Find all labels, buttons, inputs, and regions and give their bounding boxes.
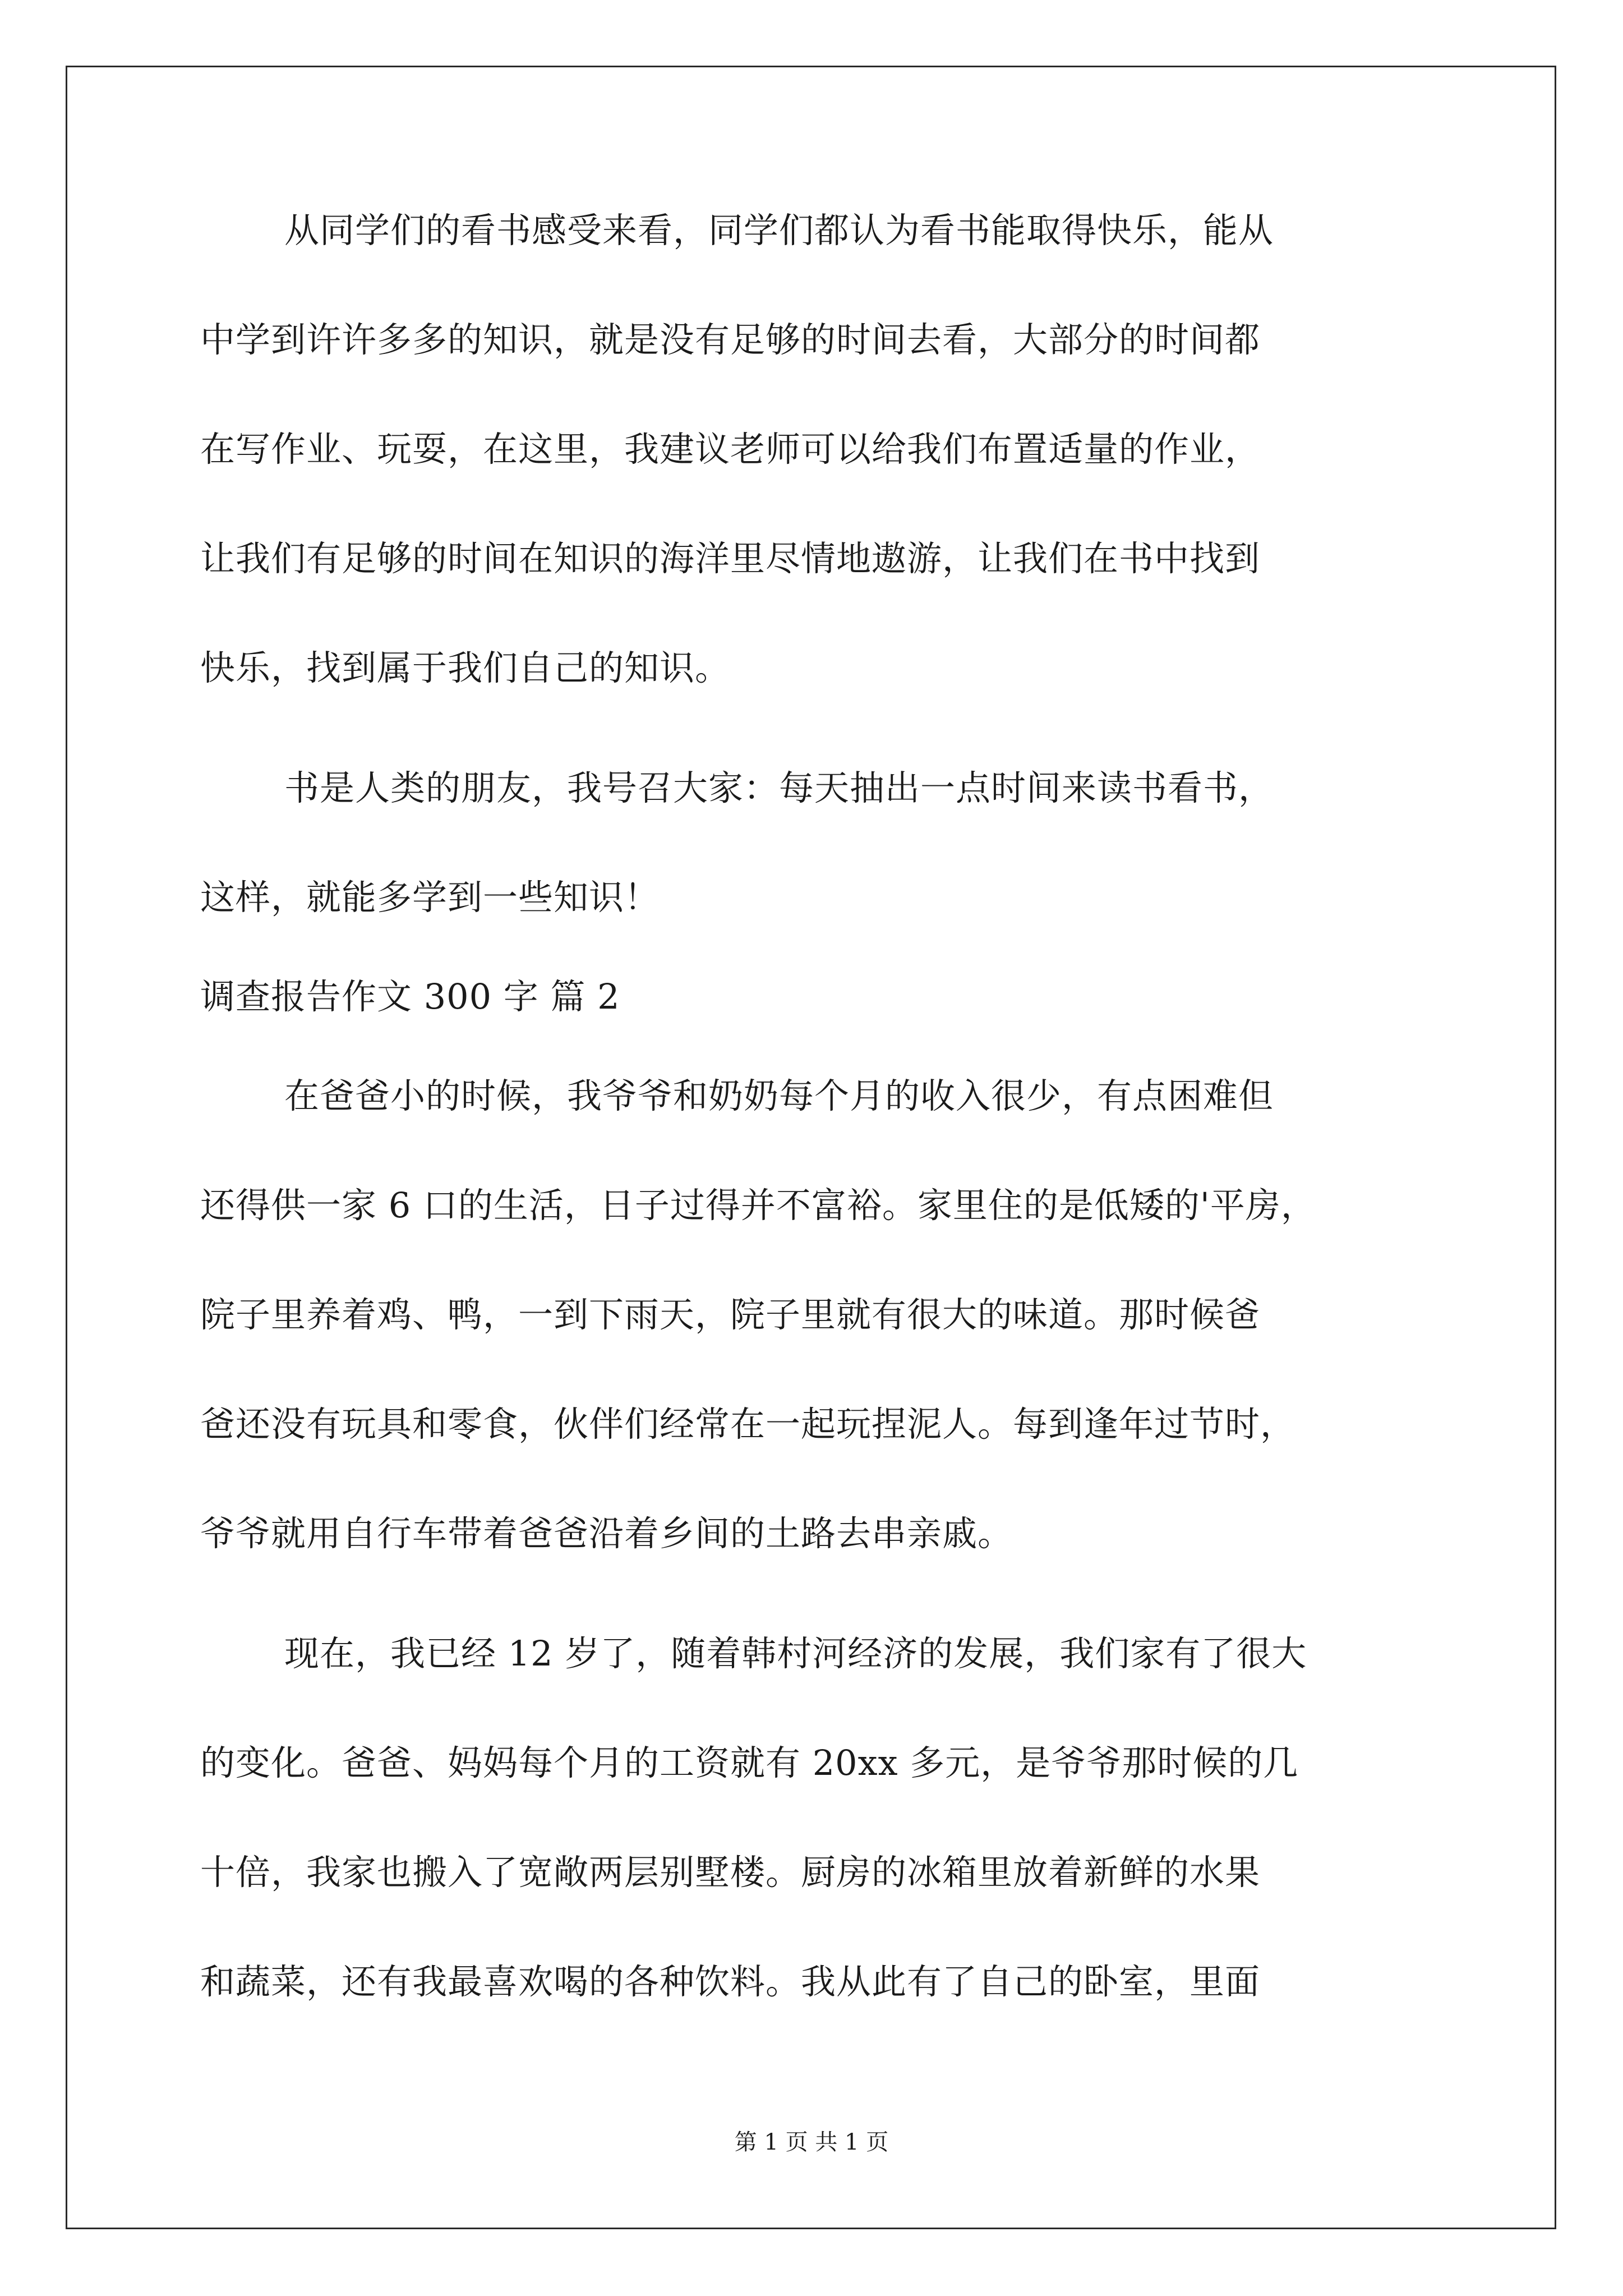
paragraph-3-line-5: 爷爷就用自行车带着爸爸沿着乡间的土路去串亲戚。 bbox=[200, 1513, 1013, 1554]
paragraph-3-line-3: 院子里养着鸡、鸭，一到下雨天，院子里就有很大的味道。那时候爸 bbox=[200, 1294, 1261, 1335]
paragraph-2-line-2: 这样，就能多学到一些知识！ bbox=[200, 877, 660, 918]
section-heading: 调查报告作文 300 字 篇 2 bbox=[200, 976, 620, 1017]
document-body bbox=[200, 210, 1456, 2002]
paragraph-1-line-3: 在写作业、玩耍，在这里，我建议老师可以给我们布置适量的作业， bbox=[200, 429, 1261, 470]
paragraph-2-line-1: 书是人类的朋友，我号召大家：每天抽出一点时间来读书看书， bbox=[284, 767, 1274, 808]
paragraph-1-line-5: 快乐，找到属于我们自己的知识。 bbox=[200, 647, 731, 688]
paragraph-4-line-1: 现在，我已经 12 岁了，随着韩村河经济的发展，我们家有了很大 bbox=[284, 1633, 1307, 1674]
paragraph-3-line-4: 爸还没有玩具和零食，伙伴们经常在一起玩捏泥人。每到逢年过节时， bbox=[200, 1404, 1296, 1444]
paragraph-4-line-2: 的变化。爸爸、妈妈每个月的工资就有 20xx 多元，是爷爷那时候的几 bbox=[200, 1742, 1299, 1783]
paragraph-4-line-4: 和蔬菜，还有我最喜欢喝的各种饮料。我从此有了自己的卧室，里面 bbox=[200, 1961, 1261, 2002]
paragraph-4-line-3: 十倍，我家也搬入了宽敞两层别墅楼。厨房的冰箱里放着新鲜的水果 bbox=[200, 1852, 1261, 1893]
paragraph-1-line-4: 让我们有足够的时间在知识的海洋里尽情地遨游，让我们在书中找到 bbox=[200, 538, 1261, 579]
paragraph-1-line-2: 中学到许许多多的知识，就是没有足够的时间去看，大部分的时间都 bbox=[200, 319, 1261, 360]
page-number-footer: 第 1 页 共 1 页 bbox=[734, 2129, 889, 2155]
paragraph-1-line-1: 从同学们的看书感受来看，同学们都认为看书能取得快乐，能从 bbox=[284, 210, 1274, 251]
paragraph-3-line-1: 在爸爸小的时候，我爷爷和奶奶每个月的收入很少，有点困难但 bbox=[284, 1075, 1274, 1116]
paragraph-3-line-2: 还得供一家 6 口的生活，日子过得并不富裕。家里住的是低矮的'平房， bbox=[200, 1185, 1316, 1226]
